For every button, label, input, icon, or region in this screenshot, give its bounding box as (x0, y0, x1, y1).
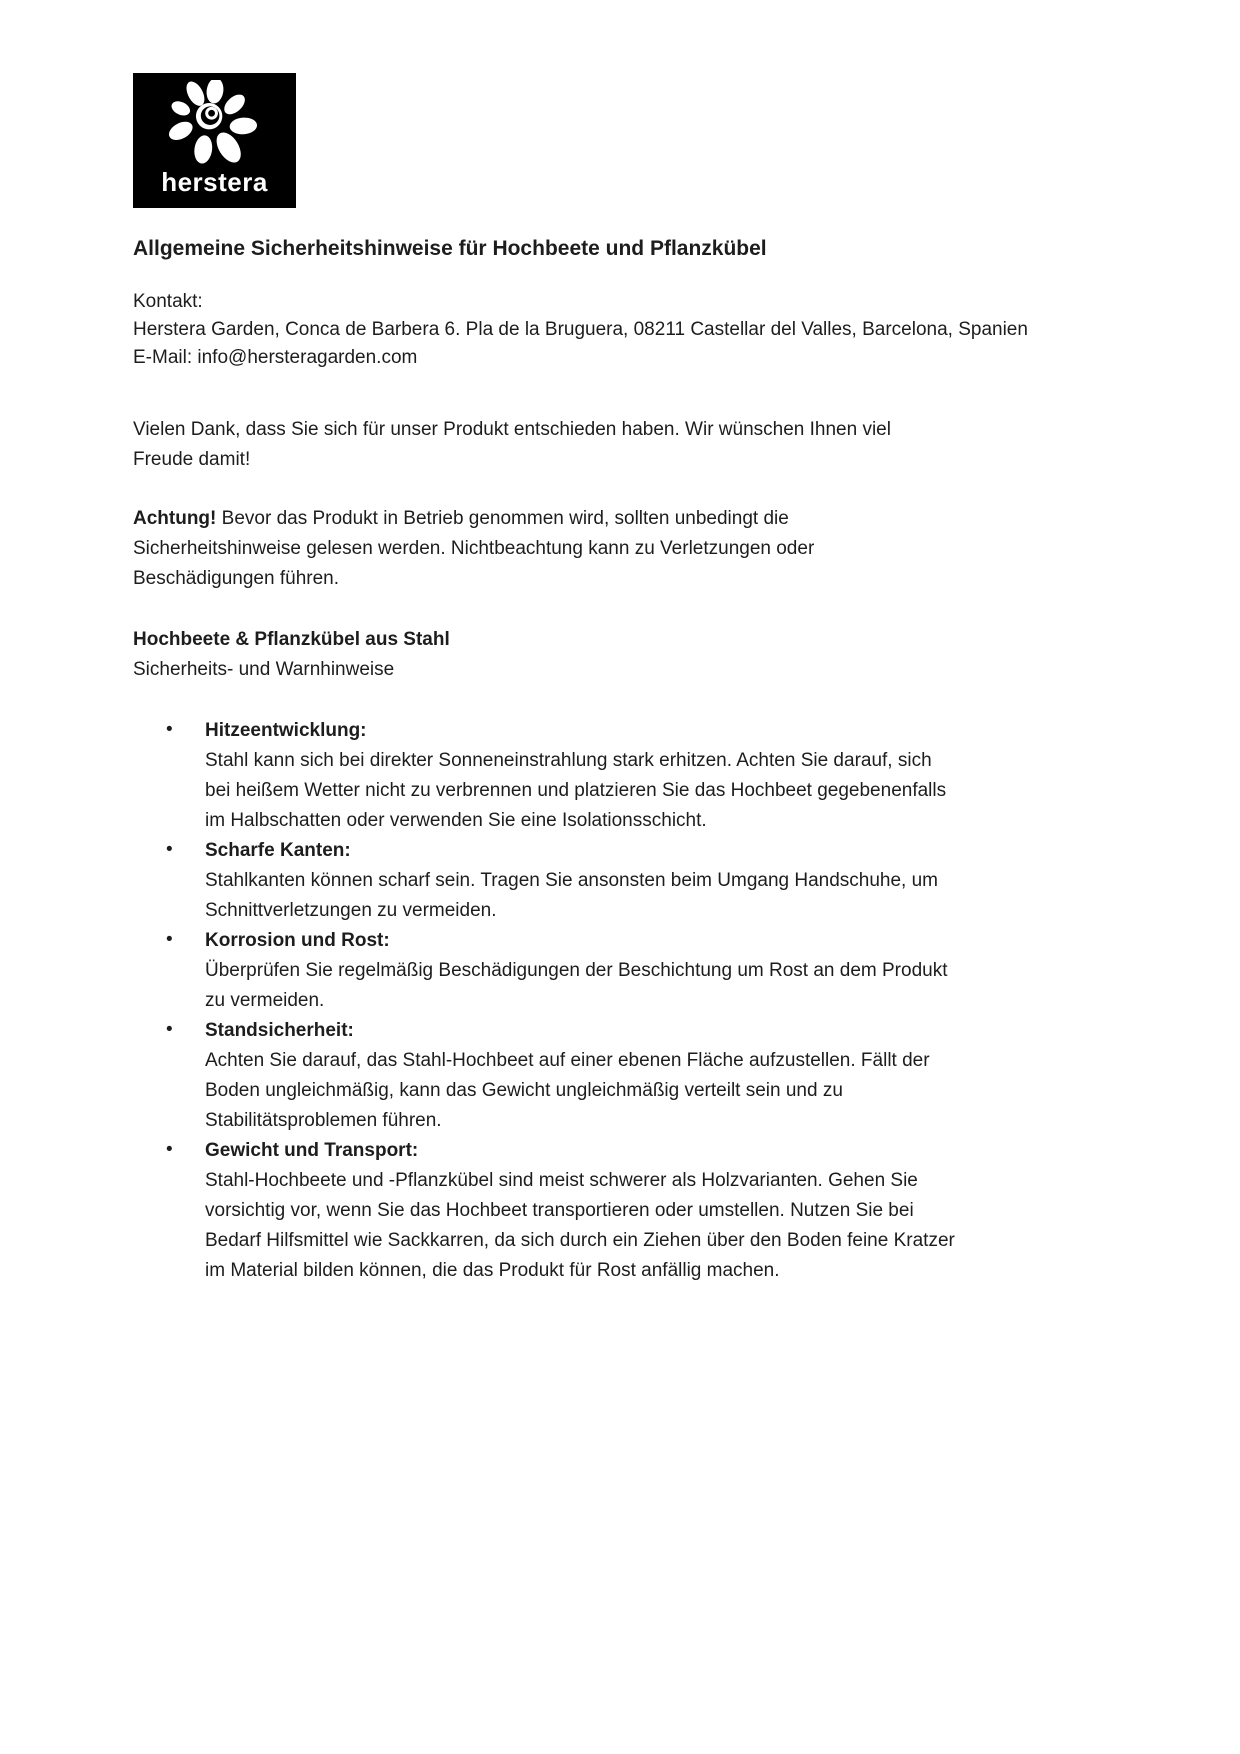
list-item (166, 1136, 1133, 1286)
list-item (166, 716, 1133, 836)
herstera-logo (133, 73, 296, 208)
bullet-text (205, 746, 1133, 836)
text-line: Beschädigungen führen. (133, 568, 339, 589)
logo-brand-text: herstera (161, 167, 268, 197)
flower-icon (165, 80, 265, 168)
section-heading: Hochbeete & Pflanzkübel aus Stahl (133, 629, 450, 650)
text-line: Stabilitätsproblemen führen. (205, 1110, 442, 1131)
text-line: Bedarf Hilfsmittel wie Sackkarren, da sich durch ein Ziehen über den Boden feine Kratzer (205, 1230, 955, 1251)
text-line: bei heißem Wetter nicht zu verbrennen und platzieren Sie das Hochbeet gegebenenfalls (205, 780, 947, 801)
page-title: Allgemeine Sicherheitshinweise für Hochbeete und Pflanzkübel (133, 237, 767, 260)
bullet-term: Korrosion und Rost: (205, 930, 390, 951)
warning-first-line (133, 504, 1133, 534)
bullet-text (205, 866, 1133, 926)
contact-block (133, 288, 1133, 372)
bullet-term: Scharfe Kanten: (205, 840, 351, 861)
bullet-term: Gewicht und Transport: (205, 1140, 419, 1161)
bullet-term: Hitzeentwicklung: (205, 720, 367, 741)
bullet-text (205, 1046, 1133, 1136)
document-content (133, 73, 1133, 1286)
text-line: Überprüfen Sie regelmäßig Beschädigungen der Beschichtung um Rost an dem Produkt (205, 960, 948, 981)
section-header (133, 625, 1133, 685)
text-line: Freude damit! (133, 449, 251, 470)
bullet-icon: • (166, 839, 173, 860)
text-line: zu vermeiden. (205, 990, 325, 1011)
text-line: E-Mail: info@hersteragarden.com (133, 347, 418, 368)
warning-rest-lines (133, 534, 1133, 594)
text-line: vorsichtig vor, wenn Sie das Hochbeet transportieren oder umstellen. Nutzen Sie bei (205, 1200, 914, 1221)
bullet-icon: • (166, 1139, 173, 1160)
bullet-term: Standsicherheit: (205, 1020, 354, 1041)
text-line: im Material bilden können, die das Produkt für Rost anfällig machen. (205, 1260, 780, 1281)
text-line: Schnittverletzungen zu vermeiden. (205, 900, 497, 921)
text-line: Boden ungleichmäßig, kann das Gewicht ungleichmäßig verteilt sein und zu (205, 1080, 843, 1101)
text-line: Kontakt: (133, 291, 203, 312)
list-item (166, 1016, 1133, 1136)
list-item (166, 926, 1133, 1016)
bullet-text (205, 956, 1133, 1016)
warning-paragraph (133, 504, 1133, 594)
section-subheading: Sicherheits- und Warnhinweise (133, 659, 395, 680)
bullet-icon: • (166, 719, 173, 740)
text-line: Stahl-Hochbeete und -Pflanzkübel sind meist schwerer als Holzvarianten. Gehen Sie (205, 1170, 918, 1191)
text-line: Vielen Dank, dass Sie sich für unser Produkt entschieden haben. Wir wünschen Ihnen viel (133, 419, 891, 440)
list-item (166, 836, 1133, 926)
text-line: Stahlkanten können scharf sein. Tragen Sie ansonsten beim Umgang Handschuhe, um (205, 870, 939, 891)
text-line: Sicherheitshinweise gelesen werden. Nichtbeachtung kann zu Verletzungen oder (133, 538, 815, 559)
text-line: Achten Sie darauf, das Stahl-Hochbeet auf einer ebenen Fläche aufzustellen. Fällt der (205, 1050, 930, 1071)
warning-label: Achtung! (133, 508, 217, 529)
text-line: Stahl kann sich bei direkter Sonneneinstrahlung stark erhitzen. Achten Sie darauf, sich (205, 750, 932, 771)
bullet-icon: • (166, 1019, 173, 1040)
bullet-text (205, 1166, 1133, 1286)
text-line: Herstera Garden, Conca de Barbera 6. Pla de la Bruguera, 08211 Castellar del Valles, Barcelona, Spanien (133, 319, 1028, 340)
warning-first-line-rest: Bevor das Produkt in Betrieb genommen wird, sollten unbedingt die (216, 508, 789, 529)
safety-bullet-list (133, 716, 1133, 1286)
intro-paragraph (133, 415, 1133, 475)
text-line: im Halbschatten oder verwenden Sie eine Isolationsschicht. (205, 810, 707, 831)
bullet-icon: • (166, 929, 173, 950)
